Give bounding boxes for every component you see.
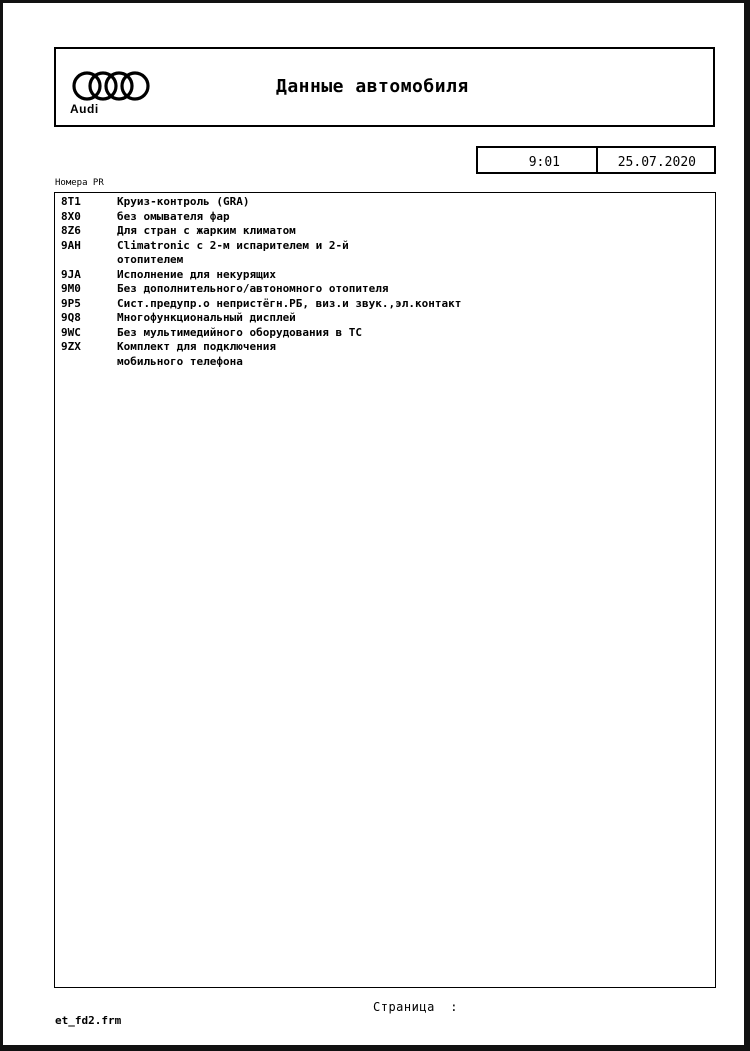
pr-description: Круиз-контроль (GRA)	[117, 195, 250, 208]
pr-code: 9M0	[61, 282, 81, 295]
list-item	[55, 355, 715, 370]
pr-description: Комплект для подключения	[117, 340, 276, 353]
pr-code: 9ZX	[61, 340, 81, 353]
list-item	[55, 297, 715, 312]
page-title: Данные автомобиля	[276, 76, 469, 97]
document-header	[54, 47, 715, 127]
pr-list	[54, 192, 716, 988]
pr-code	[55, 253, 117, 268]
list-item	[55, 239, 715, 254]
list-item	[55, 224, 715, 239]
pr-code: 9JA	[61, 267, 81, 281]
list-item	[55, 282, 715, 297]
section-label: Номера PR	[55, 178, 104, 188]
pr-description: Без дополнительного/автономного отопителя	[117, 282, 389, 295]
list-item	[55, 326, 715, 341]
form-name: et_fd2.frm	[55, 1014, 122, 1027]
pr-description: Без мультимедийного оборудования в ТС	[117, 325, 363, 339]
pr-description: Сист.предупр.о непристёгн.РБ, виз.и звук.,эл.контакт	[117, 296, 462, 310]
list-item	[55, 195, 715, 210]
timestamp-box	[476, 146, 716, 174]
pr-code	[55, 355, 117, 370]
list-item	[55, 210, 715, 225]
list-item	[55, 311, 715, 326]
date-value: 25.07.2020	[617, 155, 696, 170]
pr-description: Для стран с жарким климатом	[117, 224, 296, 237]
list-item	[55, 340, 715, 355]
list-item	[55, 268, 715, 283]
brand-name: Audi	[70, 102, 99, 116]
pr-code: 8X0	[61, 209, 81, 223]
pr-code: 9P5	[61, 296, 81, 310]
pr-code: 9Q8	[61, 311, 81, 324]
list-item	[55, 253, 715, 268]
pr-description: Исполнение для некурящих	[117, 267, 276, 281]
document-page	[3, 3, 744, 1045]
time-value: 9:01	[478, 148, 598, 172]
pr-code: 8T1	[61, 195, 81, 208]
pr-description: мобильного телефона	[117, 354, 243, 368]
pr-description: Climatronic с 2-м испарителем и 2-й	[117, 238, 349, 252]
pr-description: Многофункциональный дисплей	[117, 311, 296, 324]
pr-description: без омывателя фар	[117, 209, 230, 223]
pr-code: 8Z6	[61, 224, 81, 237]
pr-code: 9AH	[61, 238, 81, 252]
page-number-label: Страница :	[373, 1000, 458, 1014]
pr-description: отопителем	[117, 253, 184, 266]
pr-code: 9WC	[61, 325, 81, 339]
